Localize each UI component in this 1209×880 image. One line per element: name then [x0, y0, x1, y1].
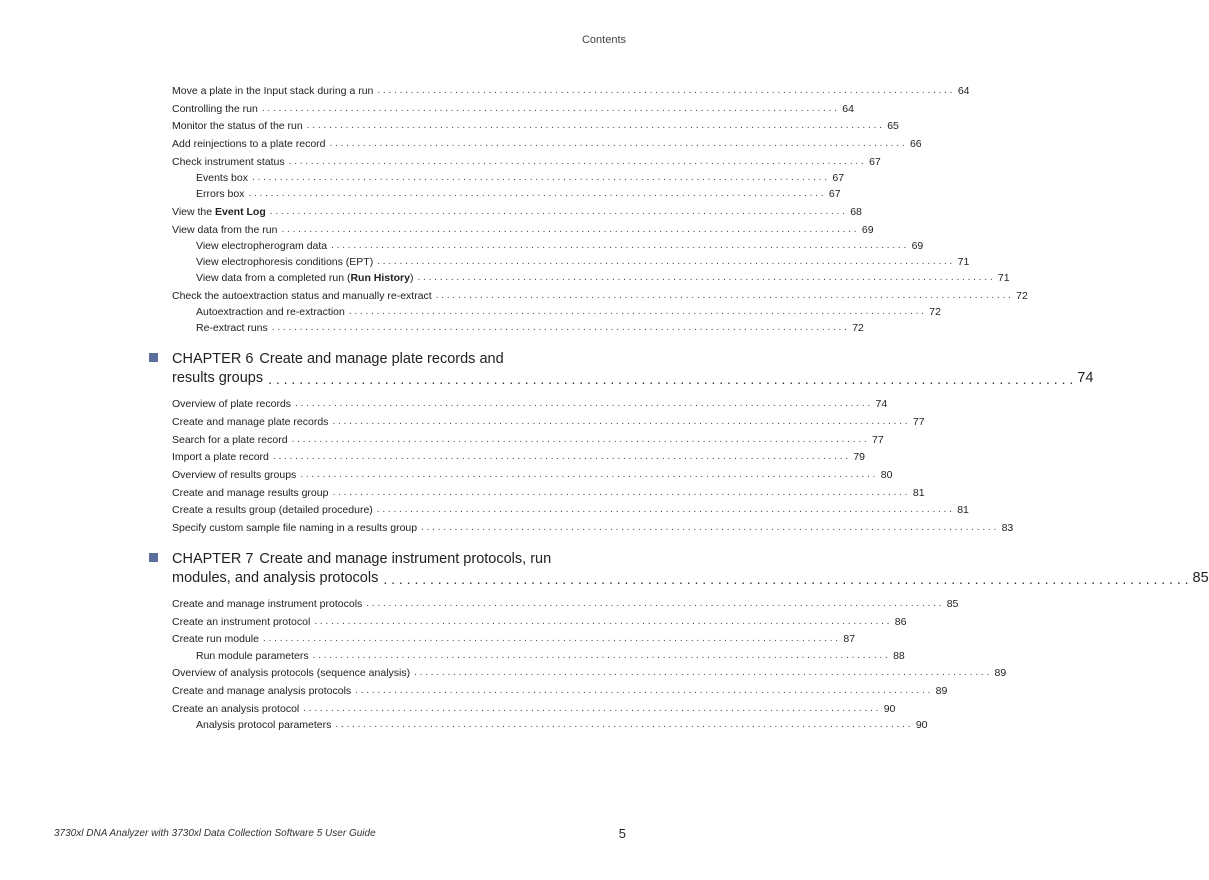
chapter-title-continued: modules, and analysis protocols [172, 569, 379, 586]
toc-entry-page: 85 [946, 597, 959, 610]
toc-entry[interactable] [172, 451, 866, 464]
chapter-label: CHAPTER 7 [172, 550, 254, 567]
toc-entry-title: Re-extract runs [196, 322, 268, 335]
footer-document-title: 3730xl DNA Analyzer with 3730xl Data Collection Software 5 User Guide [54, 828, 376, 839]
toc-entry[interactable] [172, 633, 856, 646]
toc-entry-page: 88 [893, 649, 905, 662]
toc-entry-title: Import a plate record [172, 451, 269, 464]
toc-subentry[interactable] [172, 255, 970, 269]
toc-entry-page: 67 [869, 155, 881, 168]
dot-leader: . . . . . . . . . . . . . . . . . . . . . . . . . . . . . . . . . . . . . . . . . . . . . . . . . . . . . . . . . . . . . . . . . . . . . . . . . . . . . . . . . . . . . . . . . . . . . . . . . . . . . . . . [331, 239, 907, 251]
dot-leader: . . . . . . . . . . . . . . . . . . . . . . . . . . . . . . . . . . . . . . . . . . . . . . . . . . . . . . . . . . . . . . . . . . . . . . . . . . . . . . . . . . . . . . . . . . . . . . . . . . . . . . . . [291, 433, 867, 445]
toc-subentry[interactable] [172, 171, 845, 185]
toc-entry-title-prefix: View the [172, 205, 215, 218]
toc-entry[interactable] [172, 289, 1028, 303]
toc-entry-page: 83 [1001, 521, 1014, 534]
toc-entry-title: Check instrument status [172, 155, 285, 168]
toc-entry-title: Search for a plate record [172, 433, 288, 446]
toc-entry-page: 89 [994, 667, 1007, 680]
toc-entry-title: Move a plate in the Input stack during a run [172, 85, 374, 97]
toc-subentry[interactable] [172, 305, 941, 319]
toc-entry-page: 81 [957, 504, 969, 517]
toc-entry[interactable] [172, 615, 907, 629]
toc-entry-title: Errors box [196, 188, 245, 201]
toc-entry-title: Create and manage instrument protocols [172, 597, 363, 610]
toc-entry-page: 79 [853, 451, 866, 464]
dot-leader: . . . . . . . . . . . . . . . . . . . . . . . . . . . . . . . . . . . . . . . . . . . . . . . . . . . . . . . . . . . . . . . . . . . . . . . . . . . . . . . . . . . . . . . . . . . . . . . . . . . . . . . . [421, 521, 997, 533]
dot-leader: . . . . . . . . . . . . . . . . . . . . . . . . . . . . . . . . . . . . . . . . . . . . . . . . . . . . . . . . . . . . . . . . . . . . . . . . . . . . . . . . . . . . . . . . . . . . . . . . . . . . . . . . [332, 486, 908, 498]
dot-leader: . . . . . . . . . . . . . . . . . . . . . . . . . . . . . . . . . . . . . . . . . . . . . . . . . . . . . . . . . . . . . . . . . . . . . . . . . . . . . . . . . . . . . . . . . . . . . . . . . . . . . . . . [335, 718, 911, 730]
toc-entry[interactable] [172, 223, 874, 237]
toc-entry-title: Specify custom sample file naming in a results group [172, 521, 418, 534]
toc-entry-page: 71 [957, 255, 970, 268]
chapter-bullet-icon [149, 553, 158, 562]
toc-entry[interactable] [172, 702, 896, 716]
toc-entry[interactable] [172, 667, 1007, 680]
toc-entry-page: 72 [929, 305, 941, 318]
toc-entry-page: 71 [997, 272, 1010, 285]
toc-entry-title: Add reinjections to a plate record [172, 138, 326, 151]
dot-leader: . . . . . . . . . . . . . . . . . . . . . . . . . . . . . . . . . . . . . . . . . . . . . . . . . . . . . . . . . . . . . . . . . . . . . . . . . . . . . . . . . . . . . . . . . . . . . . . . . . . . . . . . [306, 120, 882, 132]
dot-leader: . . . . . . . . . . . . . . . . . . . . . . . . . . . . . . . . . . . . . . . . . . . . . . . . . . . . . . . . . . . . . . . . . . . . . . . . . . . . . . . . . . . . . . . . . . . . . . . . . . . . . . . . [355, 684, 931, 696]
toc-entry-title: Create a results group (detailed procedure) [172, 504, 373, 517]
dot-leader: . . . . . . . . . . . . . . . . . . . . . . . . . . . . . . . . . . . . . . . . . . . . . . . . . . . . . . . . . . . . . . . . . . . . . . . . . . . . . . . . . . . . . . . . . . . . . . . . . . . . . . . . [377, 255, 953, 267]
toc-entry-page: 68 [850, 205, 862, 218]
toc-entry-title: Overview of plate records [172, 398, 292, 411]
toc-entry[interactable] [172, 684, 948, 698]
dot-leader: . . . . . . . . . . . . . . . . . . . . . . . . . . . . . . . . . . . . . . . . . . . . . . . . . . . . . . . . . . . . . . . . . . . . . . . . . . . . . . . . . . . . . . . . . . . . . . . . . . . . . . . . [312, 649, 888, 661]
toc-entry[interactable] [172, 155, 881, 169]
toc-entry-title: Create and manage results group [172, 486, 329, 499]
toc-subentry[interactable] [172, 649, 905, 663]
toc-entry-page: 72 [1016, 289, 1028, 302]
toc-entry-page: 89 [935, 684, 948, 697]
table-of-contents [172, 85, 1209, 732]
chapter-heading-line2 [172, 369, 1094, 388]
toc-entry-title: Create and manage analysis protocols [172, 684, 352, 697]
toc-subentry[interactable] [172, 272, 1010, 285]
toc-entry-title: View data from the run [172, 223, 278, 236]
toc-entry-page: 87 [843, 633, 856, 646]
dot-leader: . . . . . . . . . . . . . . . . . . . . . . . . . . . . . . . . . . . . . . . . . . . . . . . . . . . . . . . . . . . . . . . . . . . . . . . . . . . . . . . . . . . . . . . . . . . . . . . . . . . . . . . . [295, 398, 871, 410]
toc-entry-title: Check the autoextraction status and manually re-extract [172, 289, 432, 302]
chapter-bullet-icon [149, 353, 158, 362]
toc-subentry[interactable] [172, 718, 928, 732]
toc-entry-title: Controlling the run [172, 102, 258, 115]
dot-leader: . . . . . . . . . . . . . . . . . . . . . . . . . . . . . . . . . . . . . . . . . . . . . . . . . . . . . . . . . . . . . . . . . . . . . . . . . . . . . . . . . . . . . . . . . . . . . . . . . . . . . . . . [300, 468, 876, 480]
dot-leader: . . . . . . . . . . . . . . . . . . . . . . . . . . . . . . . . . . . . . . . . . . . . . . . . . . . . . . . . . . . . . . . . . . . . . . . . . . . . . . . . . . . . . . . . . . . . . . . . . . . . . . . . [314, 615, 890, 627]
toc-entry-title [172, 206, 266, 219]
dot-leader: . . . . . . . . . . . . . . . . . . . . . . . . . . . . . . . . . . . . . . . . . . . . . . . . . . . . . . . . . . . . . . . . . . . . . . . . . . . . . . . . . . . . . . . . . . . . . . . . . . . . . . . . [332, 415, 908, 427]
chapter-page: 85 [1192, 569, 1209, 586]
toc-entry[interactable] [172, 504, 969, 517]
toc-entry-page: 69 [861, 223, 874, 236]
toc-entry-page: 90 [883, 702, 896, 715]
toc-entry-title: Autoextraction and re-extraction [196, 305, 345, 318]
toc-entry-page: 64 [842, 102, 854, 115]
chapter-heading-6[interactable] [172, 350, 1094, 388]
dot-leader: . . . . . . . . . . . . . . . . . . . . . . . . . . . . . . . . . . . . . . . . . . . . . . . . . . . . . . . . . . . . . . . . . . . . . . . . . . . . . . . . . . . . . . . . . . . . . . . . . . . . . . . . [272, 451, 849, 463]
toc-entry[interactable] [172, 597, 959, 611]
toc-entry-title: Create an analysis protocol [172, 702, 300, 715]
toc-entry-title-bold: Run History [350, 272, 410, 285]
toc-entry[interactable] [172, 468, 893, 482]
toc-subentry[interactable] [172, 239, 924, 253]
dot-leader: . . . . . . . . . . . . . . . . . . . . . . . . . . . . . . . . . . . . . . . . . . . . . . . . . . . . . . . . . . . . . . . . . . . . . . . . . . . . . . . . . . . . . . . . . . . . . . . . . . . . . . . . [269, 205, 845, 217]
dot-leader: . . . . . . . . . . . . . . . . . . . . . . . . . . . . . . . . . . . . . . . . . . . . . . . . . . . . . . . . . . . . . . . . . . . . . . . . . . . . . . . . . . . . . . . . . . . . . . . . . . . . . . . . [417, 272, 993, 284]
toc-entry-page: 74 [875, 398, 888, 411]
dot-leader: . . . . . . . . . . . . . . . . . . . . . . . . . . . . . . . . . . . . . . . . . . . . . . . . . . . . . . . . . . . . . . . . . . . . . . . . . . . . . . . . . . . . . . . . . . . . . . . . . . . . . . . . [348, 305, 924, 317]
chapter-page: 74 [1077, 370, 1094, 387]
toc-entry-page: 72 [852, 322, 864, 335]
toc-entry-title: Events box [196, 171, 248, 184]
toc-entry-page: 66 [909, 138, 922, 151]
toc-entry[interactable] [172, 415, 925, 429]
toc-entry-page: 67 [832, 171, 845, 184]
toc-entry-title: Create run module [172, 633, 259, 646]
dot-leader: . . . . . . . . . . . . . . . . . . . . . . . . . . . . . . . . . . . . . . . . . . . . . . . . . . . . . . . . . . . . . . . . . . . . . . . . . . . . . . . . . . . . . . . . . . . . . . . . . . . . . . . . [376, 504, 952, 516]
dot-leader: . . . . . . . . . . . . . . . . . . . . . . . . . . . . . . . . . . . . . . . . . . . . . . . . . . . . . . . . . . . . . . . . . . . . . . . . . . . . . . . . . . . . . . . . . . . . . . . . . . . . . . . . [366, 597, 942, 609]
toc-entry-title: Create and manage plate records [172, 415, 329, 428]
toc-subentry[interactable] [172, 188, 841, 201]
toc-entry[interactable] [172, 102, 854, 116]
chapter-title-continued: results groups [172, 370, 264, 387]
toc-entry-title-bold: Event Log [215, 205, 266, 218]
toc-entry[interactable] [172, 85, 970, 98]
toc-entry-title: Monitor the status of the run [172, 120, 303, 133]
chapter-label: CHAPTER 6 [172, 351, 254, 368]
dot-leader: . . . . . . . . . . . . . . . . . . . . . . . . . . . . . . . . . . . . . . . . . . . . . . . . . . . . . . . . . . . . . . . . . . . . . . . . . . . . . . . . . . . . . . . . . . . . . . . . . . . . . . . . [261, 102, 837, 114]
toc-entry[interactable] [172, 486, 925, 500]
toc-entry-title-suffix: ) [409, 272, 414, 285]
toc-entry-page: 67 [828, 188, 841, 201]
toc-entry-title: Run module parameters [196, 649, 309, 662]
chapter-heading-line1 [172, 350, 626, 369]
dot-leader: . . . . . . . . . . . . . . . . . . . . . . . . . . . . . . . . . . . . . . . . . . . . . . . . . . . . . . . . . . . . . . . . . . . . . . . . . . . . . . . . . . . . . . . . . . . . . . . . . . . . . . . . [262, 633, 839, 645]
chapter-title: Create and manage instrument protocols, run [259, 550, 552, 567]
chapter-heading-7[interactable] [172, 550, 1209, 588]
footer-page-number: 5 [618, 826, 626, 841]
dot-leader: . . . . . . . . . . . . . . . . . . . . . . . . . . . . . . . . . . . . . . . . . . . . . . . . . . . . . . . . . . . . . . . . . . . . . . . . . . . . . . . . . . . . . . . . . . . . . . . . . . . . . . . . [377, 85, 953, 96]
chapter-title: Create and manage plate records and [259, 351, 504, 368]
toc-entry-title: Overview of analysis protocols (sequence analysis) [172, 667, 411, 680]
toc-entry[interactable] [172, 433, 884, 447]
toc-entry-page: 64 [957, 85, 970, 97]
toc-entry[interactable] [172, 521, 1014, 535]
toc-entry[interactable] [172, 205, 862, 219]
toc-entry-title-prefix: View data from a completed run ( [196, 272, 351, 285]
toc-entry-title: Analysis protocol parameters [196, 718, 332, 731]
dot-leader: . . . . . . . . . . . . . . . . . . . . . . . . . . . . . . . . . . . . . . . . . . . . . . . . . . . . . . . . . . . . . . . . . . . . . . . . . . . . . . . . . . . . . . . . . . . . . . . . . . . . . . . . [281, 223, 857, 235]
dot-leader: . . . . . . . . . . . . . . . . . . . . . . . . . . . . . . . . . . . . . . . . . . . . . . . . . . . . . . . . . . . . . . . . . . . . . . . . . . . . . . . . . . . . . . . . . . . . . . . . . . . . . . . . [303, 702, 879, 714]
dot-leader: . . . . . . . . . . . . . . . . . . . . . . . . . . . . . . . . . . . . . . . . . . . . . . . . . . . . . . . . . . . . . . . . . . . . . . . . . . . . . . . . . . . . . . . . . . . . . . . . . . . . . . . . [414, 667, 990, 679]
toc-entry-page: 69 [911, 239, 924, 252]
toc-entry-title [196, 272, 413, 285]
toc-entry-title: View electropherogram data [196, 239, 328, 252]
dot-leader: . . . . . . . . . . . . . . . . . . . . . . . . . . . . . . . . . . . . . . . . . . . . . . . . . . . . . . . . . . . . . . . . . . . . . . . . . . . . . . . . . . . . . . . . . . . . . . . . . . . . . . . . [268, 371, 1074, 388]
chapter-heading-line1 [172, 550, 626, 569]
toc-entry[interactable] [172, 398, 888, 411]
toc-entry-page: 90 [915, 718, 928, 731]
toc-entry-page: 77 [912, 415, 925, 428]
dot-leader: . . . . . . . . . . . . . . . . . . . . . . . . . . . . . . . . . . . . . . . . . . . . . . . . . . . . . . . . . . . . . . . . . . . . . . . . . . . . . . . . . . . . . . . . . . . . . . . . . . . . . . . . [271, 322, 847, 334]
toc-entry-page: 65 [887, 120, 899, 133]
toc-subentry[interactable] [172, 322, 864, 335]
running-header: Contents [581, 34, 626, 46]
toc-entry[interactable] [172, 120, 899, 133]
toc-entry-page: 86 [894, 615, 907, 628]
toc-entry-page: 81 [912, 486, 925, 499]
dot-leader: . . . . . . . . . . . . . . . . . . . . . . . . . . . . . . . . . . . . . . . . . . . . . . . . . . . . . . . . . . . . . . . . . . . . . . . . . . . . . . . . . . . . . . . . . . . . . . . . . . . . . . . . [248, 188, 824, 200]
toc-entry[interactable] [172, 138, 922, 151]
chapter-heading-line2 [172, 569, 1209, 588]
dot-leader: . . . . . . . . . . . . . . . . . . . . . . . . . . . . . . . . . . . . . . . . . . . . . . . . . . . . . . . . . . . . . . . . . . . . . . . . . . . . . . . . . . . . . . . . . . . . . . . . . . . . . . . . [383, 570, 1189, 587]
toc-entry-page: 77 [872, 433, 884, 446]
dot-leader: . . . . . . . . . . . . . . . . . . . . . . . . . . . . . . . . . . . . . . . . . . . . . . . . . . . . . . . . . . . . . . . . . . . . . . . . . . . . . . . . . . . . . . . . . . . . . . . . . . . . . . . . [329, 138, 905, 150]
dot-leader: . . . . . . . . . . . . . . . . . . . . . . . . . . . . . . . . . . . . . . . . . . . . . . . . . . . . . . . . . . . . . . . . . . . . . . . . . . . . . . . . . . . . . . . . . . . . . . . . . . . . . . . . [288, 155, 864, 167]
toc-entry-title: View electrophoresis conditions (EPT) [196, 255, 374, 268]
toc-entry-page: 80 [880, 468, 893, 481]
toc-entry-title: Create an instrument protocol [172, 615, 311, 628]
dot-leader: . . . . . . . . . . . . . . . . . . . . . . . . . . . . . . . . . . . . . . . . . . . . . . . . . . . . . . . . . . . . . . . . . . . . . . . . . . . . . . . . . . . . . . . . . . . . . . . . . . . . . . . . [435, 289, 1011, 301]
dot-leader: . . . . . . . . . . . . . . . . . . . . . . . . . . . . . . . . . . . . . . . . . . . . . . . . . . . . . . . . . . . . . . . . . . . . . . . . . . . . . . . . . . . . . . . . . . . . . . . . . . . . . . . . [251, 171, 828, 183]
toc-entry-title: Overview of results groups [172, 468, 297, 481]
